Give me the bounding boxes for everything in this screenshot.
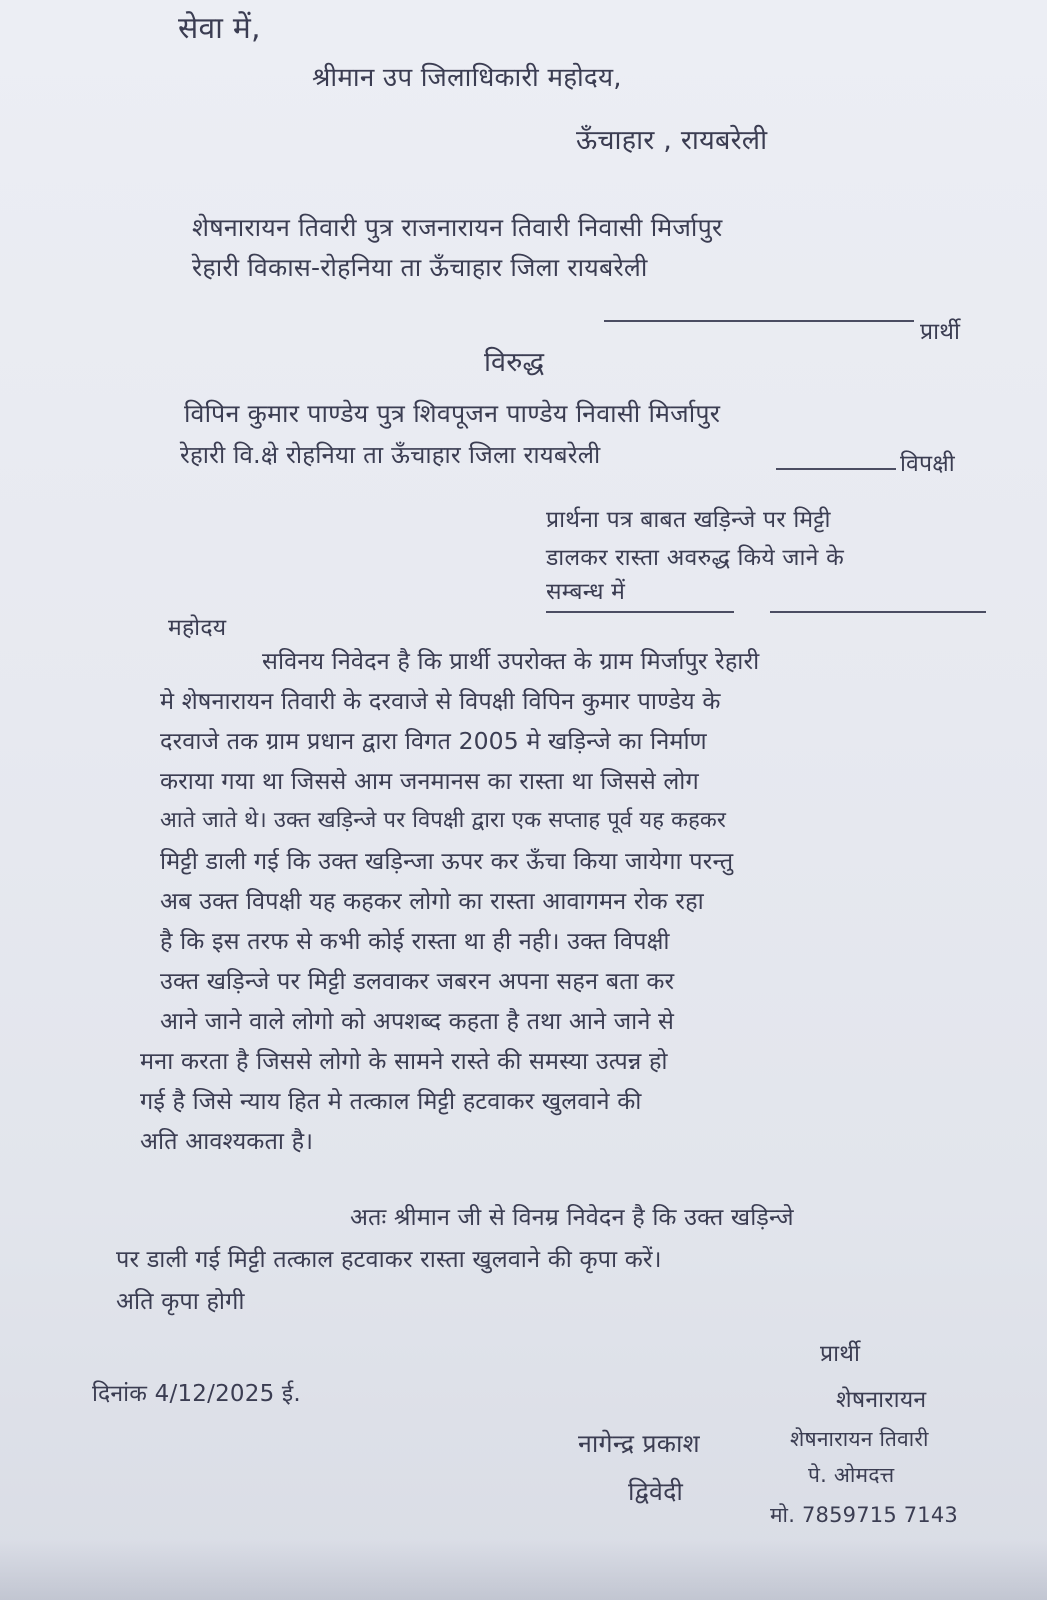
subject-rule-left (546, 611, 734, 613)
body-line-12: गई है जिसे न्याय हित मे तत्काल मिट्टी हटवाकर खुलवाने की (140, 1087, 642, 1115)
body-line-11: मना करता है जिससे लोगो के सामने रास्ते की समस्या उत्पन्न हो (140, 1047, 668, 1075)
request-line-1: अतः श्रीमान जी से विनम्र निवेदन है कि उक्त खड़िन्जे (350, 1203, 794, 1231)
writer-line-2: द्विवेदी (628, 1477, 684, 1506)
body-line-8: है कि इस तरफ से कभी कोई रास्ता था ही नही। उक्त विपक्षी (160, 927, 670, 955)
applicant-role: प्रार्थी (920, 319, 961, 345)
body-line-6: मिट्टी डाली गई कि उक्त खड़िन्जा ऊपर कर ऊँचा किया जायेगा परन्तु (160, 847, 734, 875)
opponent-role: विपक्षी (900, 451, 955, 477)
date-text: दिनांक 4/12/2025 ई. (92, 1381, 301, 1407)
body-line-2: मे शेषनारायन तिवारी के दरवाजे से विपक्षी विपिन कुमार पाण्डेय के (160, 687, 721, 715)
signature-sub: पे. ओमदत्त (808, 1463, 895, 1487)
mobile-number: मो. 7859715 7143 (770, 1503, 958, 1527)
body-line-3: दरवाजे तक ग्राम प्रधान द्वारा विगत 2005 मे खड़िन्जे का निर्माण (160, 727, 707, 755)
opponent-line-1: विपिन कुमार पाण्डेय पुत्र शिवपूजन पाण्डेय निवासी मिर्जापुर (184, 399, 721, 428)
salutation-to: सेवा में, (178, 11, 261, 46)
body-line-5: आते जाते थे। उक्त खड़िन्जे पर विपक्षी द्वारा एक सप्ताह पूर्व यह कहकर (160, 808, 726, 833)
request-line-3: अति कृपा होगी (116, 1287, 245, 1315)
addressee-title: श्रीमान उप जिलाधिकारी महोदय, (312, 63, 622, 93)
body-line-4: कराया गया था जिससे आम जनमानस का रास्ता था जिससे लोग (160, 767, 699, 795)
body-line-1: सविनय निवेदन है कि प्रार्थी उपरोक्त के ग्राम मिर्जापुर रेहारी (262, 647, 760, 675)
subject-line-1: प्रार्थना पत्र बाबत खड़िन्जे पर मिट्टी (546, 507, 831, 533)
greeting: महोदय (168, 615, 227, 641)
subject-rule-right (770, 611, 986, 613)
subject-line-3: सम्बन्ध में (546, 579, 626, 605)
body-line-7: अब उक्त विपक्षी यह कहकर लोगो का रास्ता आवागमन रोक रहा (160, 887, 704, 915)
applicant-line-2: रेहारी विकास-रोहनिया ता ऊँचाहार जिला रायबरेली (192, 253, 648, 282)
writer-line-1: नागेन्द्र प्रकाश (578, 1429, 700, 1458)
body-line-13: अति आवश्यकता है। (140, 1127, 314, 1155)
opponent-rule (776, 468, 896, 470)
applicant-rule (604, 320, 914, 322)
versus-heading: विरुद्ध (484, 347, 545, 378)
body-line-9: उक्त खड़िन्जे पर मिट्टी डलवाकर जबरन अपना सहन बता कर (160, 967, 675, 995)
subject-line-2: डालकर रास्ता अवरुद्ध किये जाने के (546, 545, 844, 571)
request-line-2: पर डाली गई मिट्टी तत्काल हटवाकर रास्ता खुलवाने की कृपा करें। (116, 1245, 662, 1273)
signature-role: प्रार्थी (820, 1341, 861, 1367)
body-line-10: आने जाने वाले लोगो को अपशब्द कहता है तथा आने जाने से (160, 1007, 675, 1035)
addressee-place: ऊँचाहार , रायबरेली (576, 125, 768, 156)
applicant-line-1: शेषनारायन तिवारी पुत्र राजनारायन तिवारी निवासी मिर्जापुर (192, 213, 723, 242)
opponent-line-2: रेहारी वि.क्षे रोहनिया ता ऊँचाहार जिला रायबरेली (180, 441, 601, 469)
signature-name-1: शेषनारायन (836, 1387, 927, 1413)
signature-name-2: शेषनारायन तिवारी (790, 1427, 929, 1451)
